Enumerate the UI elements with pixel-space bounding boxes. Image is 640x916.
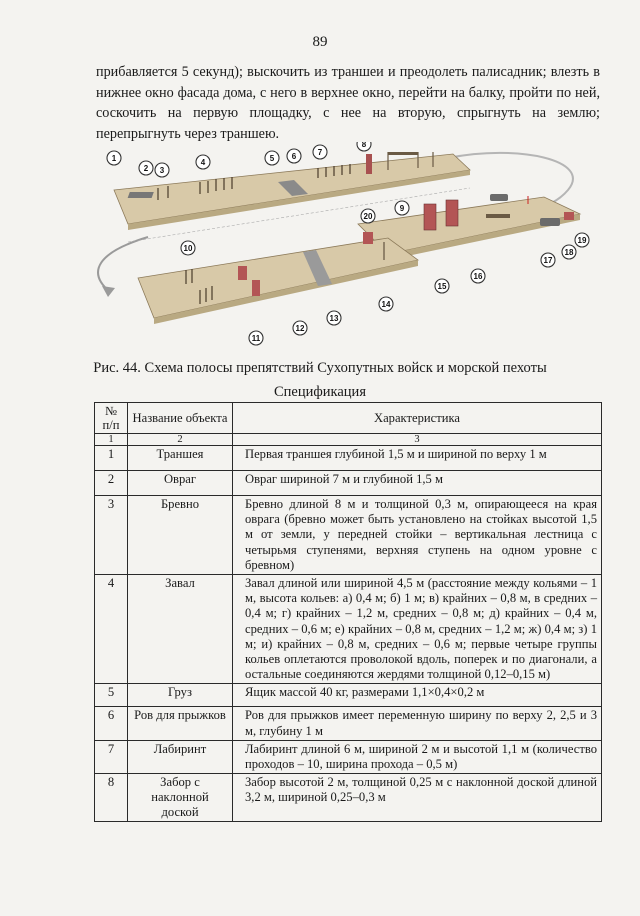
row-name: Бревно <box>128 496 233 575</box>
header-desc: Характеристика <box>233 403 602 434</box>
marker-1 <box>107 151 121 165</box>
row-no: 6 <box>95 707 128 740</box>
svg-text:13: 13 <box>329 314 339 323</box>
row-desc: Забор высотой 2 м, толщиной 0,25 м с наклонной доской длиной 3,2 м, шириной 0,25–0,3 м <box>233 774 602 822</box>
svg-text:15: 15 <box>437 282 447 291</box>
svg-text:8: 8 <box>361 142 367 149</box>
svg-text:19: 19 <box>577 236 587 245</box>
row-desc: Лабиринт длиной 6 м, шириной 2 м и высотой 1,1 м (количество проходов – 10, ширина прохода – 0,5 м) <box>233 740 602 773</box>
row-desc: Завал длиной или шириной 4,5 м (расстояние между кольями – 1 м, высота кольев: а) 0,4 м; б) 1 м; в) крайних – 0,8 м, в средних – 0,4 м; г) крайних – 1,2 м, средних – 0,8 м; д) крайних – 0,4 м, средних – 0,6 м; е) крайних – 0,8 м, средних – 1,2 м; ж) 0,4 м; з) 1 м; и) крайних – 0,8 м, средних – 0,6 м; первые четыре группы кольев оплетаются проволокой вдоль, поперек и по диагонали, а остальные соединяются жердями толщиной 0,12–0,15 м) <box>233 575 602 684</box>
row-no: 4 <box>95 575 128 684</box>
marker-4 <box>196 155 210 169</box>
table-row <box>95 740 602 773</box>
row-name: Забор с наклонной доской <box>128 774 233 822</box>
marker-9 <box>395 201 409 215</box>
svg-text:5: 5 <box>269 154 275 163</box>
marker-6 <box>287 149 301 163</box>
body-paragraph: прибавляется 5 секунд); выскочить из траншеи и преодолеть палисадник; влезть в нижнее окно фасада дома, с него в верхнее окно, перейти на балку, пройти по ней, соскочить на первую площадку, с нее на вторую, спрыгнуть на землю; перепрыгнуть через траншею. <box>96 64 600 142</box>
svg-text:2: 2 <box>143 164 149 173</box>
marker-19 <box>575 233 589 247</box>
table-row <box>95 575 602 684</box>
table-row <box>95 774 602 822</box>
row-desc: Ящик массой 40 кг, размерами 1,1×0,4×0,2 м <box>233 684 602 707</box>
row-name: Лабиринт <box>128 740 233 773</box>
svg-text:11: 11 <box>251 334 261 343</box>
marker-8 <box>357 142 371 151</box>
svg-text:10: 10 <box>183 244 193 253</box>
marker-20 <box>361 209 375 223</box>
row-desc: Овраг шириной 7 м и глубиной 1,5 м <box>233 471 602 496</box>
marker-11 <box>249 331 263 345</box>
row-name: Завал <box>128 575 233 684</box>
row-no: 7 <box>95 740 128 773</box>
svg-text:1: 1 <box>111 154 117 163</box>
row-name: Ров для прыжков <box>128 707 233 740</box>
row-desc: Первая траншея глубиной 1,5 м и шириной по верху 1 м <box>233 446 602 471</box>
header-name: Название объекта <box>128 403 233 434</box>
table-row <box>95 446 602 471</box>
marker-18 <box>562 245 576 259</box>
marker-16 <box>471 269 485 283</box>
table-row <box>95 496 602 575</box>
spec-table <box>94 402 602 822</box>
svg-text:7: 7 <box>317 148 323 157</box>
svg-text:6: 6 <box>291 152 297 161</box>
svg-text:14: 14 <box>381 300 391 309</box>
svg-text:4: 4 <box>200 158 206 167</box>
svg-text:20: 20 <box>363 212 373 221</box>
marker-14 <box>379 297 393 311</box>
col-number: 2 <box>128 434 233 446</box>
svg-text:12: 12 <box>295 324 305 333</box>
marker-10 <box>181 241 195 255</box>
lower-course-strip <box>138 238 418 318</box>
row-no: 1 <box>95 446 128 471</box>
arrow-head <box>102 286 115 297</box>
row-desc: Бревно длиной 8 м и толщиной 0,3 м, опирающееся на края оврага (бревно может быть установлено на стойках высотой 1,5 м от земли, у передней стойки – вертикальная лестница с четырьмя ступенями, верхняя ступень на одном уровне с бревном) <box>233 496 602 575</box>
table-row <box>95 471 602 496</box>
marker-13 <box>327 311 341 325</box>
page-number: 89 <box>312 34 328 50</box>
table-header-row <box>95 403 602 434</box>
row-no: 8 <box>95 774 128 822</box>
header-no: № п/п <box>95 403 128 434</box>
col-number: 1 <box>95 434 128 446</box>
table-row <box>95 707 602 740</box>
marker-12 <box>293 321 307 335</box>
svg-text:18: 18 <box>564 248 574 257</box>
row-name: Траншея <box>128 446 233 471</box>
marker-7 <box>313 145 327 159</box>
marker-5 <box>265 151 279 165</box>
vehicle-icon <box>490 194 508 201</box>
row-desc: Ров для прыжков имеет переменную ширину по верху 2, 2,5 и 3 м, глубину 1 м <box>233 707 602 740</box>
table-row <box>95 684 602 707</box>
svg-text:17: 17 <box>543 256 553 265</box>
marker-17 <box>541 253 555 267</box>
row-no: 2 <box>95 471 128 496</box>
col-number: 3 <box>233 434 602 446</box>
row-no: 5 <box>95 684 128 707</box>
row-no: 3 <box>95 496 128 575</box>
spec-title: Спецификация <box>274 384 366 400</box>
svg-text:9: 9 <box>399 204 405 213</box>
svg-text:16: 16 <box>473 272 483 281</box>
obstacle-course-diagram <box>88 142 600 352</box>
marker-15 <box>435 279 449 293</box>
marker-2 <box>139 161 153 175</box>
row-name: Овраг <box>128 471 233 496</box>
row-name: Груз <box>128 684 233 707</box>
column-number-row <box>95 434 602 446</box>
figure-caption: Рис. 44. Схема полосы препятствий Сухопутных войск и морской пехоты <box>93 360 547 376</box>
marker-3 <box>155 163 169 177</box>
svg-text:3: 3 <box>159 166 165 175</box>
vehicle-icon <box>540 218 560 226</box>
